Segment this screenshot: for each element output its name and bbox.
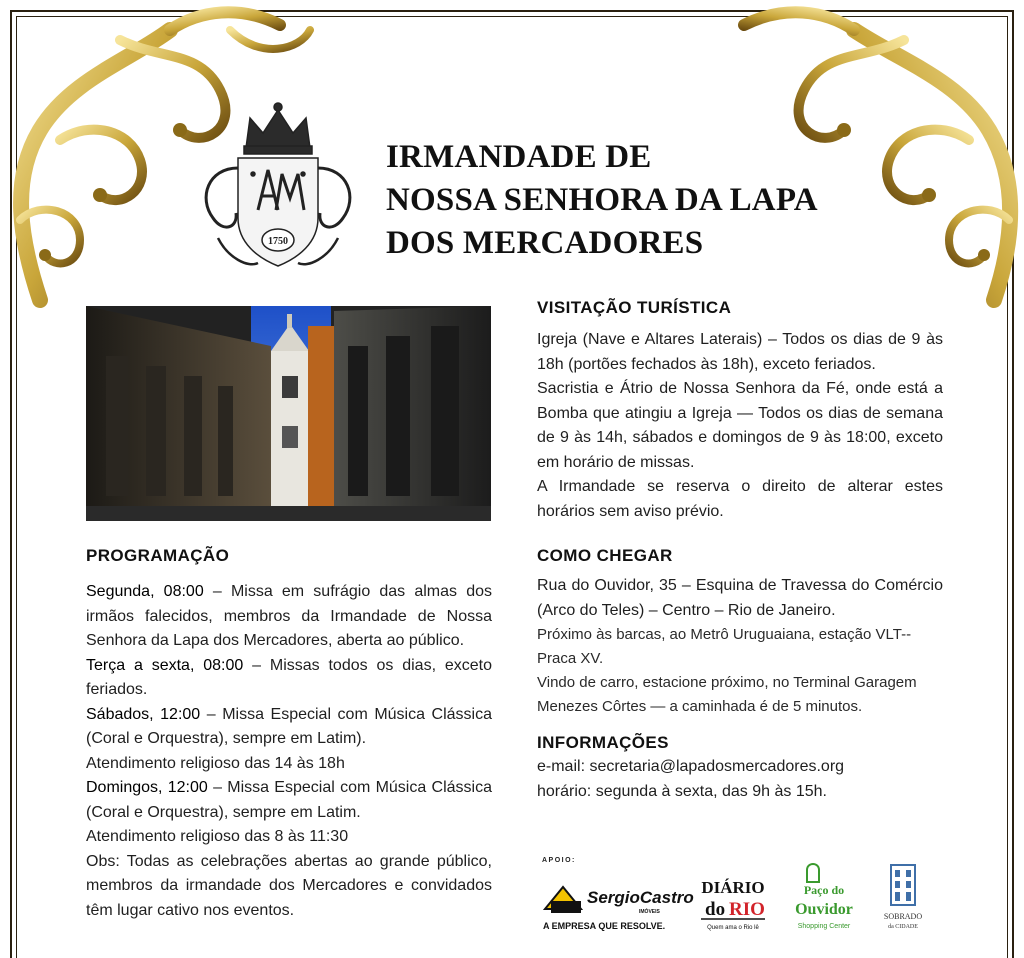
- segunda-text: – Missa em sufrágio das almas dos irmãos falecidos, membros da Irmandade de Nossa Senhora da Lapa dos Mercadores, aberta ao público.: [86, 583, 492, 649]
- page-title: [386, 136, 818, 265]
- right-column: [537, 298, 943, 804]
- sabados-text: – Missa Especial com Música Clássica (Coral e Orquestra), sempre em Latim).: [86, 705, 493, 747]
- title-line-2: NOSSA SENHORA DA LAPA: [386, 182, 818, 218]
- left-column: [86, 546, 492, 923]
- programacao-heading: PROGRAMAÇÃO: [86, 546, 230, 565]
- pacodo-tagline: Shopping Center: [797, 923, 851, 930]
- sergio-tagline: A EMPRESA QUE RESOLVE.: [543, 921, 666, 931]
- sponsors-strip: [537, 855, 957, 945]
- visitacao-aviso: A Irmandade se reserva o direito de alterar estes horários sem aviso prévio.: [537, 478, 943, 520]
- diario-line1: DIÁRIO: [701, 878, 765, 897]
- sabados-label: Sábados, 12:00: [86, 705, 201, 723]
- programacao-terca: [86, 654, 492, 703]
- church-street-photo: [86, 306, 491, 521]
- programacao-sabados: [86, 703, 492, 752]
- diario-do-rio-logo[interactable]: [697, 877, 769, 939]
- terca-text: – Missas todos os dias, exceto feriados.: [86, 656, 492, 698]
- pacodo-line2: Ouvidor: [795, 901, 853, 918]
- sergio-castro-logo[interactable]: [541, 877, 694, 939]
- apoio-label: APOIO:: [542, 857, 576, 864]
- diario-rio: RIO: [729, 899, 765, 920]
- terca-label: Terça a sexta, 08:00: [86, 656, 244, 674]
- diario-tagline: Quem ama o Rio lê: [707, 925, 759, 931]
- domingos-text: – Missa Especial com Música Clássica (Coral e Orquestra), sempre em Latim.: [86, 779, 492, 821]
- programacao-segunda: [86, 580, 492, 654]
- title-line-1: IRMANDADE DE: [386, 139, 652, 175]
- domingos-atendimento: Atendimento religioso das 8 às 11:30: [86, 828, 349, 845]
- informacoes-email[interactable]: e-mail: secretaria@lapadosmercadores.org: [537, 758, 845, 775]
- crest-year: 1750: [268, 236, 288, 247]
- segunda-label: Segunda, 08:00: [86, 583, 204, 600]
- title-line-3: DOS MERCADORES: [386, 225, 704, 261]
- visitacao-igreja: Igreja (Nave e Altares Laterais) – Todos os dias de 9 às 18h (portões fechados às 18h), exceto feriados.: [537, 331, 943, 373]
- sabados-atendimento: Atendimento religioso das 14 às 18h: [86, 754, 345, 772]
- sergio-sub: IMÓVEIS: [639, 909, 660, 915]
- diario-do: do: [705, 899, 726, 920]
- domingos-label: Domingos, 12:00: [86, 779, 208, 796]
- sobrado-line2: da CIDADE: [888, 924, 918, 930]
- informacoes-horario: horário: segunda à sexta, das 9h às 15h.: [537, 782, 827, 800]
- paco-do-ouvidor-logo[interactable]: [787, 860, 861, 938]
- como-chegar-parking: Vindo de carro, estacione próximo, no Terminal Garagem Menezes Côrtes — a caminhada é de 5 minutos.: [537, 674, 917, 715]
- sergio-name: SergioCastro: [587, 888, 694, 907]
- como-chegar-address: Rua do Ouvidor, 35 – Esquina de Travessa do Comércio (Arco do Teles) – Centro – Rio de Janeiro.: [537, 577, 943, 619]
- como-chegar-heading: COMO CHEGAR: [537, 546, 673, 565]
- brotherhood-crest: [188, 98, 368, 276]
- sobrado-da-cidade-logo[interactable]: [873, 861, 933, 933]
- informacoes-heading: INFORMAÇÕES: [537, 733, 669, 752]
- visitacao-sacristia: Sacristia e Átrio de Nossa Senhora da Fé, onde está a Bomba que atingiu a Igreja — Todos os dias de semana de 9 às 14h, sábados e domingos de 9 às 18:00, exceto em horário de missas.: [537, 380, 943, 471]
- sobrado-line1: SOBRADO: [883, 912, 923, 921]
- visitacao-heading: VISITAÇÃO TURÍSTICA: [537, 298, 732, 317]
- programacao-obs: Obs: Todas as celebrações abertas ao grande público, membros da irmandade dos Mercadores e convidados têm lugar cativo nos eventos.: [86, 852, 492, 919]
- crest-emblem-icon: [188, 98, 368, 276]
- programacao-domingos: [86, 776, 492, 825]
- pacodo-line1: Paço do: [803, 883, 845, 897]
- como-chegar-transit: Próximo às barcas, ao Metrô Uruguaiana, estação VLT--Praca XV.: [537, 626, 912, 667]
